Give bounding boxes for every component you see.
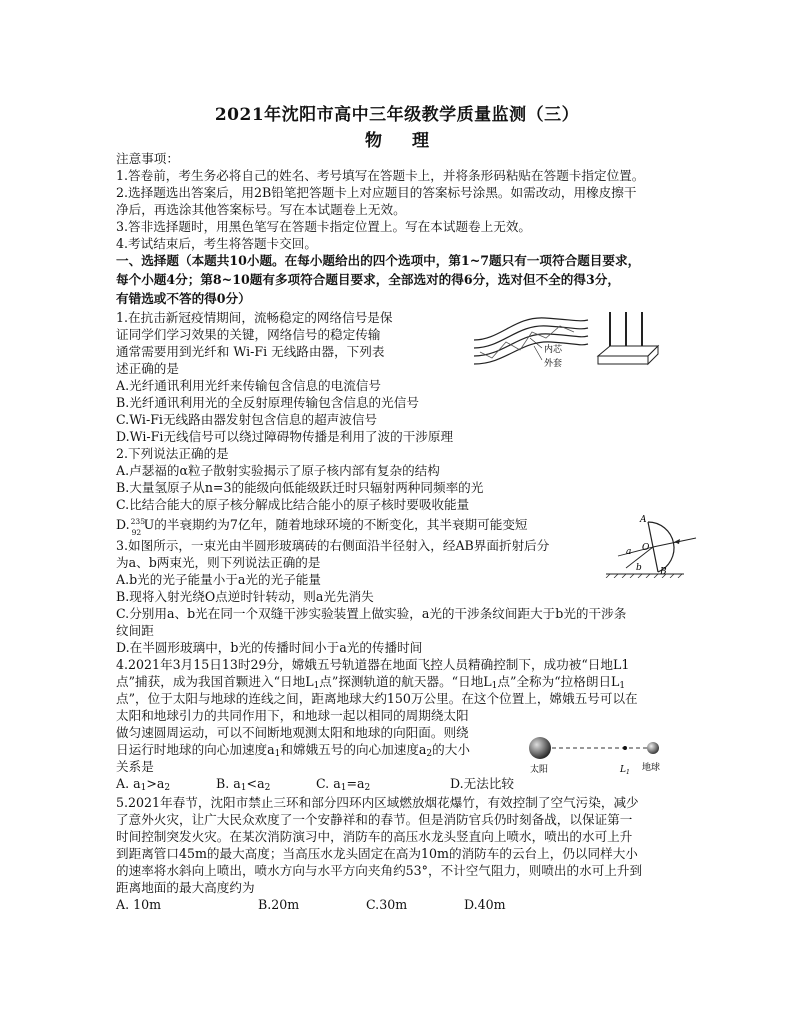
q1-option-c: C.Wi-Fi无线路由器发射包含信息的超声波信号: [116, 412, 378, 427]
q5-option-c: C.30m: [366, 897, 408, 912]
q2-option-d-prefix: D.: [116, 517, 130, 532]
subscript: 1: [491, 681, 498, 691]
notice-item: 2.选择题选出答案后，用2B铅笔把答题卡上对应题目的答案标号涂黑。如需改动，用橡皮擦干: [116, 185, 637, 200]
subscript: 1: [313, 681, 320, 691]
router-diagram: [596, 310, 662, 372]
q2-stem: 2.下列说法正确的是: [116, 446, 229, 461]
exam-title: 2021年沈阳市高中三年级教学质量监测（三）: [214, 105, 580, 125]
q4-line: 做匀速圆周运动，可以不间断地观测太阳和地球的向阳面。则绕: [116, 725, 469, 740]
l1-label: $L_1$: [620, 765, 630, 776]
q4-line: 点”，位于太阳与地球的连线之间，距离地球大约150万公里。在这个位置上，嫦娥五号可以在: [116, 691, 638, 706]
q4-line: 关系是: [116, 759, 154, 774]
subject-title: 物理: [365, 131, 459, 151]
q5-option-a: A. 10m: [116, 897, 162, 912]
q1-stem: 证同学们学习效果的关键，网络信号的稳定传输: [116, 327, 381, 342]
subscript: 1: [274, 749, 281, 759]
label-b: b: [636, 563, 642, 573]
q2-option-d: [116, 516, 528, 537]
q4-option-c: C. $a_1=a_2$: [316, 776, 371, 793]
q5-stem: 时间控制突发火灾。在某次消防演习中，消防车的高压水龙头竖直向上喷水，喷出的水可上升: [116, 829, 633, 844]
notice-item: 净后，再选涂其他答案标号。写在本试题卷上无效。: [116, 202, 406, 217]
q2-option-c: C.比结合能大的原子核分解成比结合能小的原子核时要吸收能量: [116, 497, 470, 512]
notice-item: 3.答非选择题时，用黑色笔写在答题卡指定位置上。写在本试题卷上无效。: [116, 219, 532, 234]
q4-option-d: D.无法比较: [450, 776, 515, 791]
q4-text: 点”探测轨道的航天器。“日地L: [319, 674, 492, 689]
q3-option-c: C.分别用a、b光在同一个双缝干涉实验装置上做实验，a光的干涉条纹间距大于b光的干涉条: [116, 606, 627, 621]
sun-earth-diagram: [522, 734, 682, 776]
earth-label: 地球: [642, 763, 661, 773]
label-A: A: [640, 515, 647, 525]
q5-stem: 到距离管口45m的最大高度；当高压水龙头固定在高为10m的消防车的云台上，仍以同样大小: [116, 846, 638, 861]
q5-stem: 5.2021年春节，沈阳市禁止三环和部分四环内区域燃放烟花爆竹，有效控制了空气污染，减少: [116, 795, 639, 810]
fiber-cladding-label: 外套: [544, 359, 563, 369]
section-heading: 每个小题4分；第8~10题有多项符合题目要求，全部选对的得6分，选对但不全的得3分，: [116, 272, 620, 287]
subscript: 2: [426, 749, 433, 759]
q4-option-a: A. $a_1>a_2$: [116, 776, 171, 793]
q2-option-d-text: U的半衰期约为7亿年，随着地球环境的不断变化，其半衰期可能变短: [143, 517, 528, 532]
q3-option-c-cont: 纹间距: [116, 623, 154, 638]
section-heading: 有错选或不答的得0分）: [116, 291, 251, 306]
notice-heading: 注意事项：: [116, 151, 179, 166]
q5-option-d: D.40m: [464, 897, 506, 912]
q1-option-d: D.Wi-Fi无线信号可以绕过障碍物传播是利用了波的干涉原理: [116, 429, 454, 444]
q4-line: 4.2021年3月15日13时29分，嫦娥五号轨道器在地面飞控人员精确控制下，成功被“日地L1: [116, 657, 630, 672]
q3-option-a: A.b光的光子能量小于a光的光子能量: [116, 572, 321, 587]
q4-text: 点”全称为“拉格朗日L: [497, 674, 620, 689]
q4-line: [116, 741, 470, 763]
q4-text: 和嫦娥五号的向心加速度a: [280, 742, 427, 757]
q2-option-a: A.卢瑟福的α粒子散射实验揭示了原子核内部有复杂的结构: [116, 463, 440, 478]
fiber-core-label: 内芯: [544, 345, 563, 355]
q1-stem: 通常需要用到光纤和 Wi-Fi 无线路由器，下列表: [116, 344, 385, 359]
q5-option-b: B.20m: [258, 897, 300, 912]
sun-label: 太阳: [530, 765, 549, 775]
q3-stem: 3.如图所示，一束光由半圆形玻璃砖的右侧面沿半径射入，经AB界面折射后分: [116, 538, 550, 553]
mass-number: 235: [130, 517, 145, 526]
q3-option-d: D.在半圆形玻璃中，b光的传播时间小于a光的传播时间: [116, 640, 423, 655]
q4-text: 日运行时地球的向心加速度a: [116, 742, 275, 757]
q4-text: 的大小: [432, 742, 470, 757]
q1-stem: 1.在抗击新冠疫情期间，流畅稳定的网络信号是保: [116, 310, 393, 325]
q5-options: [116, 896, 506, 913]
q4-option-b: B. $a_1<a_2$: [216, 776, 271, 793]
q3-option-b: B.现将入射光绕O点逆时针转动，则a光先消失: [116, 589, 374, 604]
q5-stem: 了意外火灾，让广大民众欢度了一个安静祥和的春节。但是消防官兵仍时刻备战，以保证第一: [116, 812, 633, 827]
q1-option-b: B.光纤通讯利用光的全反射原理传输包含信息的光信号: [116, 395, 419, 410]
notice-item: 4.考试结束后，考生将答题卡交回。: [116, 236, 317, 251]
uranium-isotope: [130, 516, 145, 537]
label-a: a: [626, 547, 632, 557]
label-O: O: [642, 543, 650, 553]
q1-option-a: A.光纤通讯利用光纤来传输包含信息的电流信号: [116, 378, 381, 393]
q1-stem: 述正确的是: [116, 361, 179, 376]
fiber-diagram: [470, 312, 590, 374]
subscript: 1: [619, 681, 626, 691]
q3-stem: 为a、b两束光，则下列说法正确的是: [116, 555, 321, 570]
q5-stem: 距离地面的最大高度约为: [116, 880, 255, 895]
atomic-number: 92: [131, 528, 142, 537]
q4-line: 太阳和地球引力的共同作用下，和地球一起以相同的周期绕太阳: [116, 708, 469, 723]
semicircle-glass-diagram: [604, 512, 704, 578]
q2-option-b: B.大量氢原子从n=3的能级向低能级跃迁时只辐射两种同频率的光: [116, 480, 484, 495]
q4-text: 点”捕获，成为我国首颗进入“日地L: [116, 674, 314, 689]
q5-stem: 的速率将水斜向上喷出，喷水方向与水平方向夹角约53°，不计空气阻力，则喷出的水可上升到: [116, 863, 643, 878]
label-B: B: [660, 567, 667, 577]
section-heading: 一、选择题（本题共10小题。在每小题给出的四个选项中，第1~7题只有一项符合题目要求，: [116, 253, 641, 268]
notice-item: 1.答卷前，考生务必将自己的姓名、考号填写在答题卡上，并将条形码粘贴在答题卡指定位置。: [116, 168, 645, 183]
